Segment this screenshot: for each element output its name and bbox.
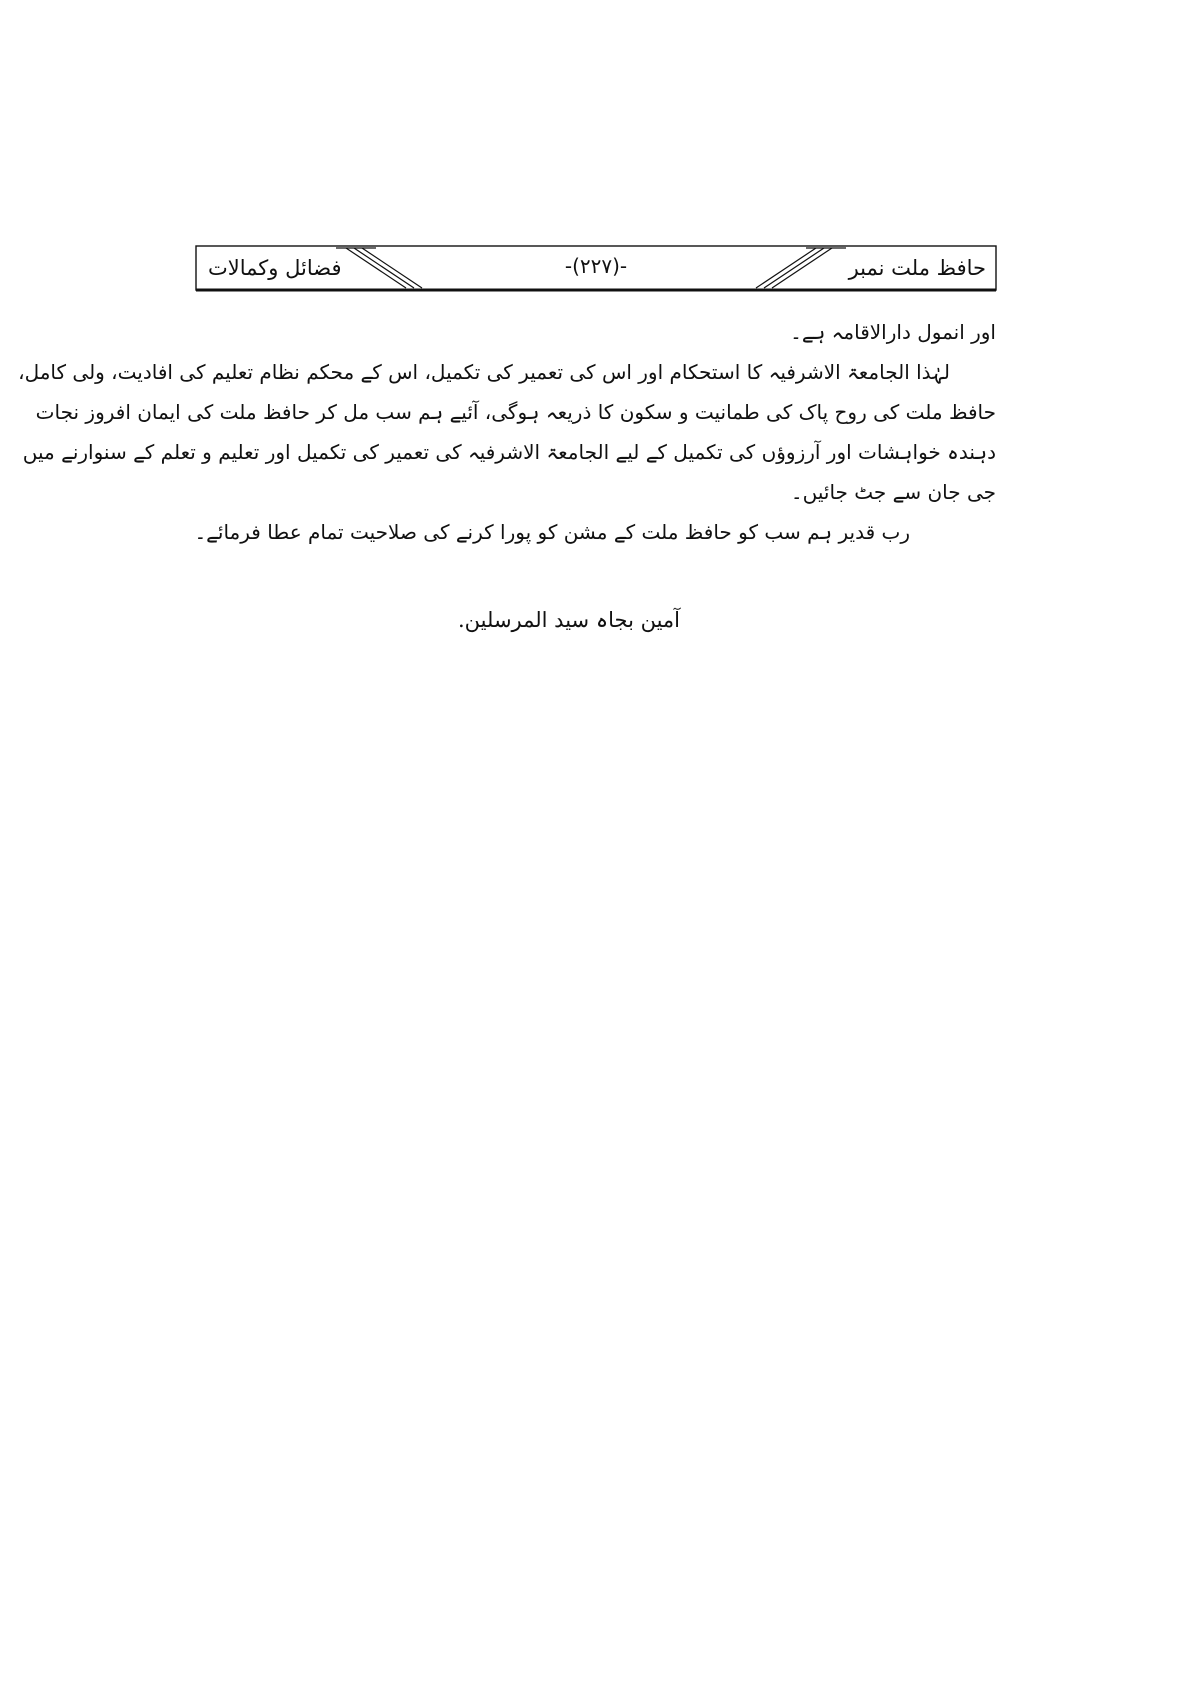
text-line-4: دہندہ خواہشات اور آرزوؤں کی تکمیل کے لیے الجامعۃ الاشرفیہ کی تعمیر کی تکمیل اور تعلیم و تعلم کے سنوارنے میں [22, 440, 996, 464]
page-header [196, 246, 996, 292]
header-right-title: حافظ ملت نمبر [848, 256, 986, 280]
text-line-3: حافظ ملت کی روح پاک کی طمانیت و سکون کا ذریعہ ہوگی، آئیے ہم سب مل کر حافظ ملت کی ایمان افروز نجات [35, 400, 996, 424]
closing-prayer: آمین بجاہ سید المرسلین. [458, 608, 680, 632]
text-line-2: لہٰذا الجامعۃ الاشرفیہ کا استحکام اور اس کی تعمیر کی تکمیل، اس کے محکم نظام تعلیم کی افادیت، ولی کامل، [18, 360, 950, 384]
text-line-6: رب قدیر ہم سب کو حافظ ملت کے مشن کو پورا کرنے کی صلاحیت تمام عطا فرمائے۔ [194, 520, 910, 544]
text-line-5: جی جان سے جٹ جائیں۔ [790, 480, 996, 504]
page-number: -(۲۲۷)- [564, 254, 628, 278]
body-text [18, 312, 996, 552]
text-line-1: اور انمول دارالاقامہ ہے۔ [790, 320, 996, 344]
header-left-title: فضائل وکمالات [208, 256, 342, 280]
